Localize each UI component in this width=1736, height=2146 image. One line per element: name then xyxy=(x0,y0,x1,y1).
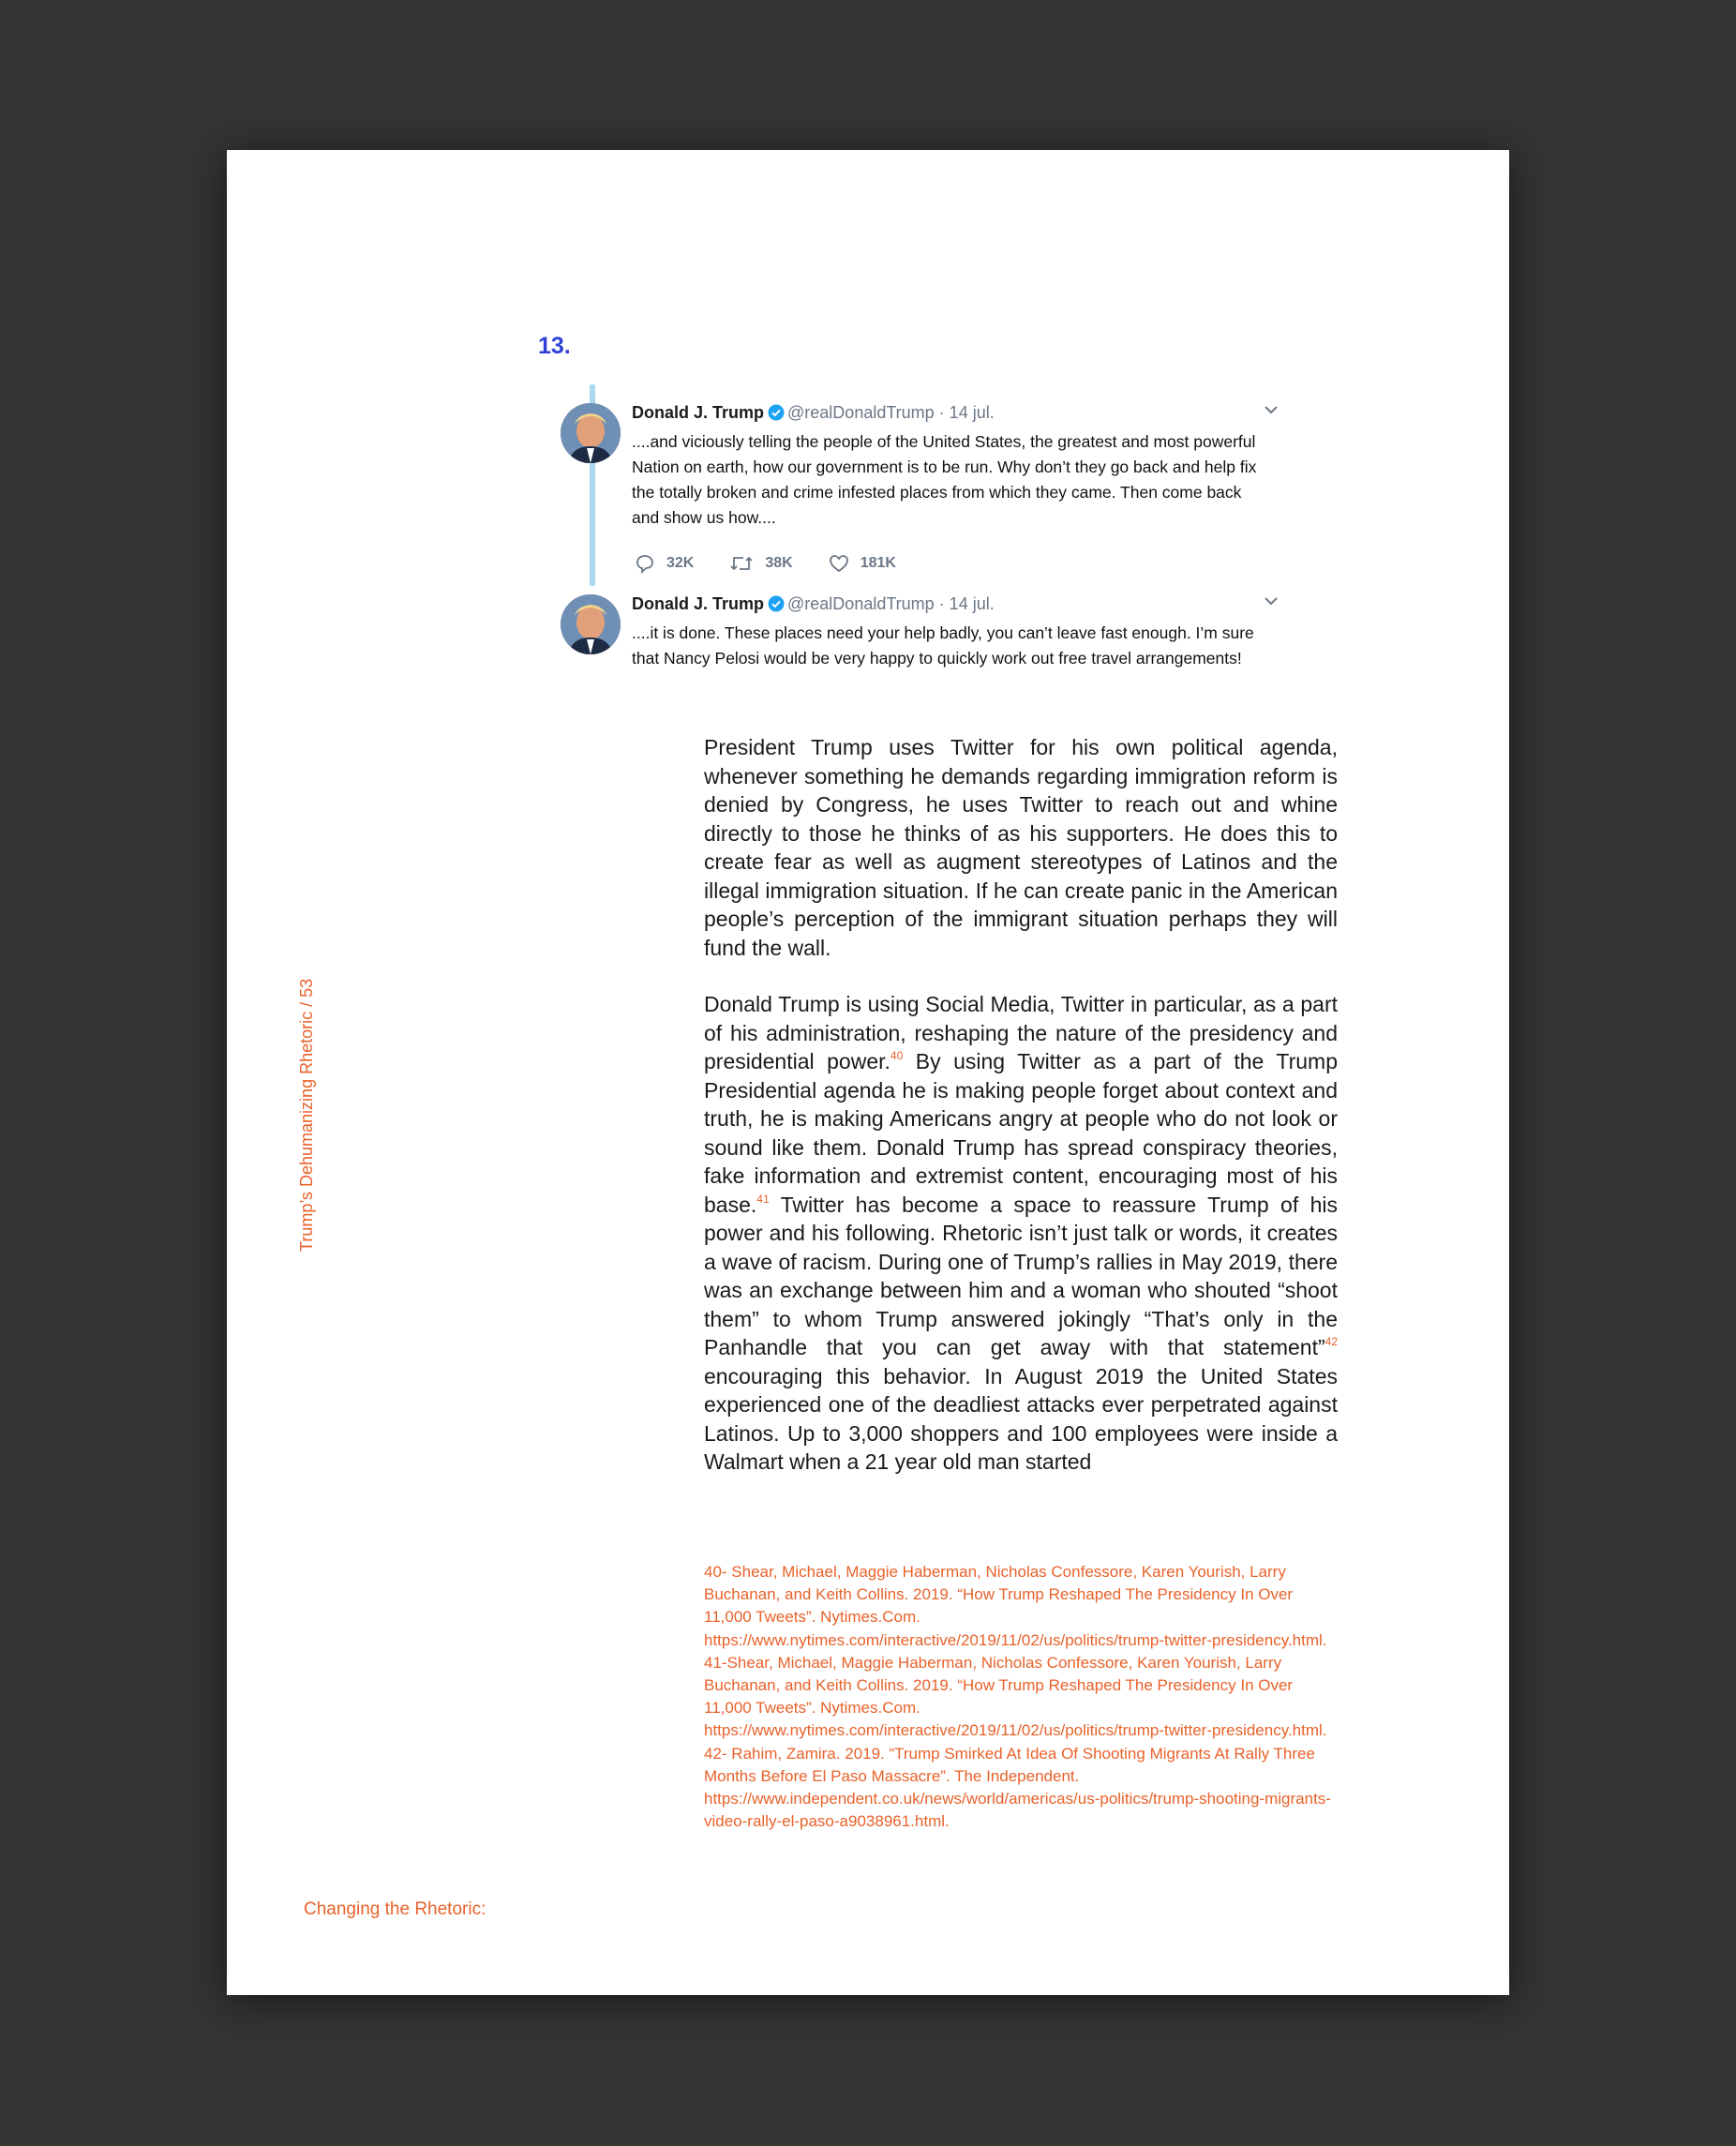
reply-action[interactable] xyxy=(635,553,694,574)
tweet-screenshot xyxy=(538,384,1307,708)
chevron-down-icon[interactable] xyxy=(1264,594,1279,611)
figure-number: 13. xyxy=(538,333,571,359)
page-footer: Changing the Rhetoric: xyxy=(304,1899,486,1919)
tweet-body xyxy=(632,593,1269,671)
like-count: 181K xyxy=(860,555,896,571)
reply-icon xyxy=(635,553,655,574)
tweet-author-name: Donald J. Trump xyxy=(632,403,765,422)
document-page xyxy=(227,150,1509,1995)
tweet-handle-date: @realDonaldTrump · 14 jul. xyxy=(787,403,995,422)
text-run: Twitter has become a space to reassure Trump of his power and his following. Rhetoric isn’t just talk or words, it creates a wave of racism. During one of Trump’s rallies in May 2019, there was an exchange between him and a woman who shouted “shoot them” to whom Trump answered jokingly “That’s only in the Panhandle that you can get away with that statement” xyxy=(704,1192,1338,1359)
tweet-actions xyxy=(635,553,932,574)
tweet-body xyxy=(632,401,1269,531)
like-icon xyxy=(829,553,849,574)
text-run: encouraging this behavior. In August 2019 the United States experienced one of the deadliest attacks ever perpetrated against Latinos. Up to 3,000 shoppers and 100 employees were inside a Walmart when a 21 year old man started xyxy=(704,1363,1338,1474)
avatar xyxy=(561,594,621,654)
tweet-header xyxy=(632,593,1269,618)
tweet-text: ....and viciously telling the people of the United States, the greatest and most powerful Nation on earth, how our government is to be run. Why don’t they go back and help fix the totally broken and crime infested places from which they came. Then come back and show us how.... xyxy=(632,432,1257,527)
tweet-text: ....it is done. These places need your help badly, you can’t leave fast enough. I’m sure that Nancy Pelosi would be very happy to quickly work out free travel arrangements! xyxy=(632,623,1254,668)
reply-count: 32K xyxy=(666,555,695,571)
chevron-down-icon[interactable] xyxy=(1264,403,1279,420)
footnote: 41-Shear, Michael, Maggie Haberman, Nicholas Confessore, Karen Yourish, Larry Buchanan, and Keith Collins. 2019. “How Trump Reshaped The Presidency In Over 11,000 Tweets”. Nytimes.Com. https://www.nytimes.com/interactive/2019/11/02/us/politics/trump-twitter-presidency.html. xyxy=(704,1653,1327,1740)
tweet-handle-date: @realDonaldTrump · 14 jul. xyxy=(787,594,995,613)
footnote-ref[interactable]: 41 xyxy=(756,1192,770,1206)
like-action[interactable] xyxy=(829,553,896,574)
tweet-author-name: Donald J. Trump xyxy=(632,594,765,613)
retweet-icon xyxy=(729,553,754,574)
tweet-header xyxy=(632,401,1269,427)
retweet-count: 38K xyxy=(765,555,793,571)
retweet-action[interactable] xyxy=(729,553,792,574)
paragraph: President Trump uses Twitter for his own political agenda, whenever something he demands regarding immigration reform is denied by Congress, he uses Twitter to reach out and whine directly to those he thinks of as his supporters. He does this to create fear as well as augment stereotypes of Latinos and the illegal immigration situation. If he can create panic in the American people’s perception of the immigrant situation perhaps they will fund the wall. xyxy=(704,735,1338,960)
footnotes xyxy=(704,1561,1338,1833)
footnote-ref[interactable]: 40 xyxy=(890,1049,904,1062)
footnote: 42- Rahim, Zamira. 2019. “Trump Smirked At Idea Of Shooting Migrants At Rally Three Months Before El Paso Massacre”. The Independent. https://www.independent.co.uk/news/world/americas/us-politics/trump-shooting-migrants-video-rally-el-paso-a9038961.html. xyxy=(704,1744,1331,1831)
footnote: 40- Shear, Michael, Maggie Haberman, Nicholas Confessore, Karen Yourish, Larry Buchanan, and Keith Collins. 2019. “How Trump Reshaped The Presidency In Over 11,000 Tweets”. Nytimes.Com. https://www.nytimes.com/interactive/2019/11/02/us/politics/trump-twitter-presidency.html. xyxy=(704,1563,1327,1649)
text-run: By using Twitter as a part of the Trump Presidential agenda he is making people forget about context and truth, he is making Americans angry at people who do not look or sound like them. Donald Trump has spread conspiracy theories, fake information and extremist content, encouraging most of his base. xyxy=(704,1049,1338,1217)
footnote-ref[interactable]: 42 xyxy=(1324,1335,1338,1348)
verified-badge-icon xyxy=(768,404,785,427)
paragraph xyxy=(704,990,1338,1477)
avatar xyxy=(561,403,621,463)
running-head: Trump’s Dehumanizing Rhetoric / 53 xyxy=(297,978,316,1252)
body-text xyxy=(704,733,1338,1505)
verified-badge-icon xyxy=(768,595,785,618)
text-run: Donald Trump is using Social Media, Twitter in particular, as a part of his administration, reshaping the nature of the presidency and presidential power. xyxy=(704,992,1338,1073)
